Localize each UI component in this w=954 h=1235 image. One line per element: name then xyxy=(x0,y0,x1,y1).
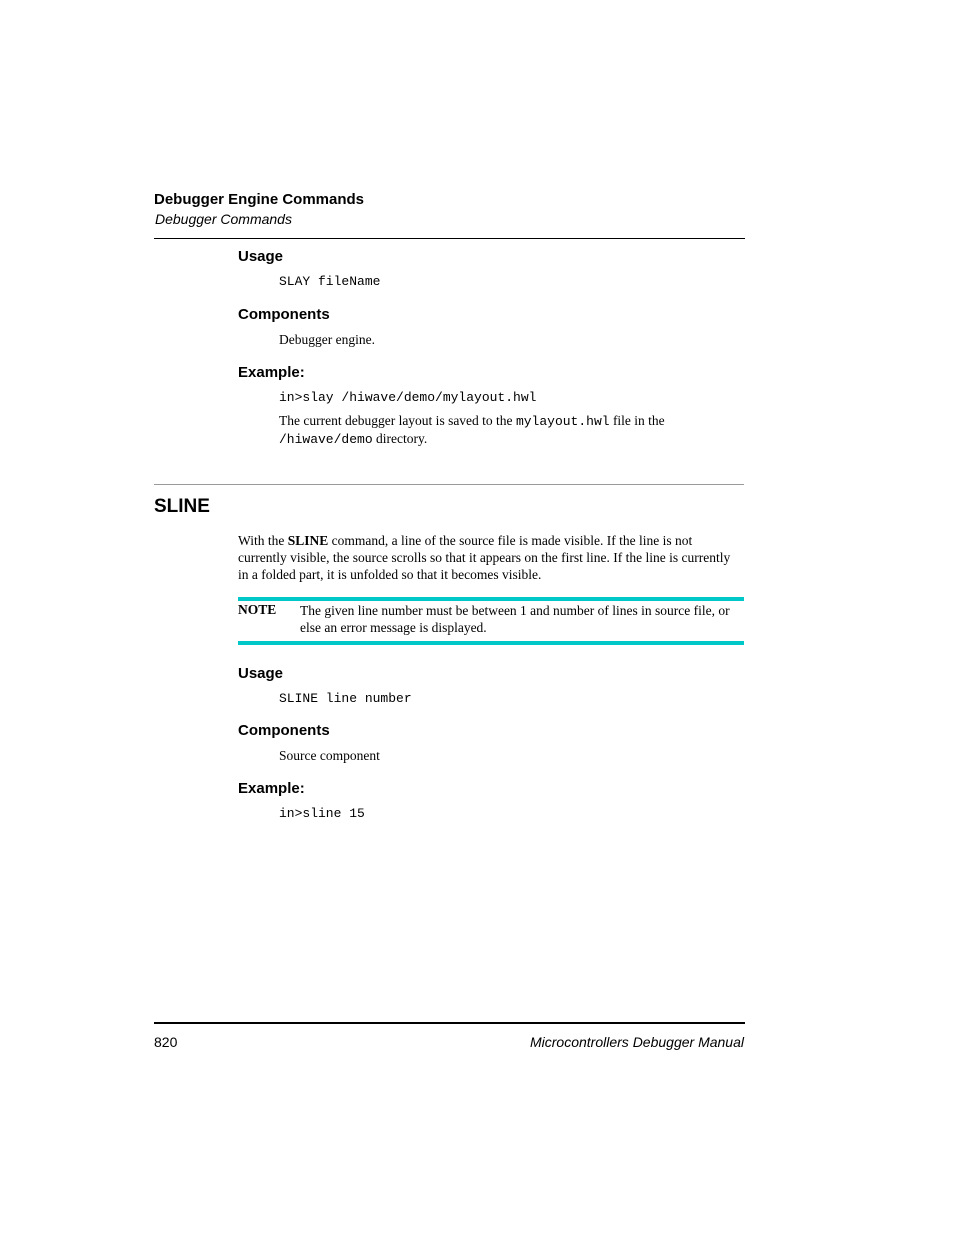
sline-intro-part1: With the xyxy=(238,533,288,548)
slay-example-desc-part3: directory. xyxy=(372,431,428,446)
running-header-title: Debugger Engine Commands xyxy=(154,191,365,208)
slay-components-heading: Components xyxy=(238,306,330,323)
slay-example-desc-part1: The current debugger layout is saved to the xyxy=(279,413,516,428)
slay-usage-code: SLAY fileName xyxy=(279,274,381,289)
sline-intro-paragraph xyxy=(238,532,744,583)
note-label: NOTE xyxy=(238,602,277,617)
slay-example-heading: Example: xyxy=(238,364,305,381)
sline-intro-bold: SLINE xyxy=(287,533,329,548)
slay-components-text: Debugger engine. xyxy=(279,332,375,347)
footer-rule xyxy=(154,1022,745,1024)
note-bottom-bar xyxy=(238,641,744,645)
sline-example-code: in>sline 15 xyxy=(279,806,365,821)
slay-example-desc-directory: /hiwave/demo xyxy=(279,432,373,447)
sline-intro-part2: command, a line of the source file is made visible. If the line is not currently visible, the source scrolls so that it appears on the first line. If the line is currently in a folded part, it is unfolded so that it becomes visible. xyxy=(238,533,731,582)
slay-example-code: in>slay /hiwave/demo/mylayout.hwl xyxy=(279,390,537,405)
section-title-sline: SLINE xyxy=(154,496,210,517)
page-number: 820 xyxy=(154,1034,178,1050)
sline-usage-heading: Usage xyxy=(238,665,284,682)
slay-example-desc-filename: mylayout.hwl xyxy=(515,414,610,429)
section-rule xyxy=(154,484,744,485)
sline-example-heading: Example: xyxy=(238,780,305,797)
running-header-subtitle: Debugger Commands xyxy=(155,211,292,227)
note-text: The given line number must be between 1 and number of lines in source file, or else an error message is displayed. xyxy=(300,603,730,635)
sline-usage-code: SLINE line number xyxy=(279,691,412,706)
manual-title: Microcontrollers Debugger Manual xyxy=(530,1034,744,1050)
sline-components-heading: Components xyxy=(238,722,330,739)
slay-usage-heading: Usage xyxy=(238,248,284,265)
note-top-bar xyxy=(238,597,744,601)
sline-components-text: Source component xyxy=(279,748,380,763)
slay-example-desc-part2: file in the xyxy=(609,413,665,428)
header-rule xyxy=(154,238,745,239)
slay-example-description xyxy=(279,412,719,448)
